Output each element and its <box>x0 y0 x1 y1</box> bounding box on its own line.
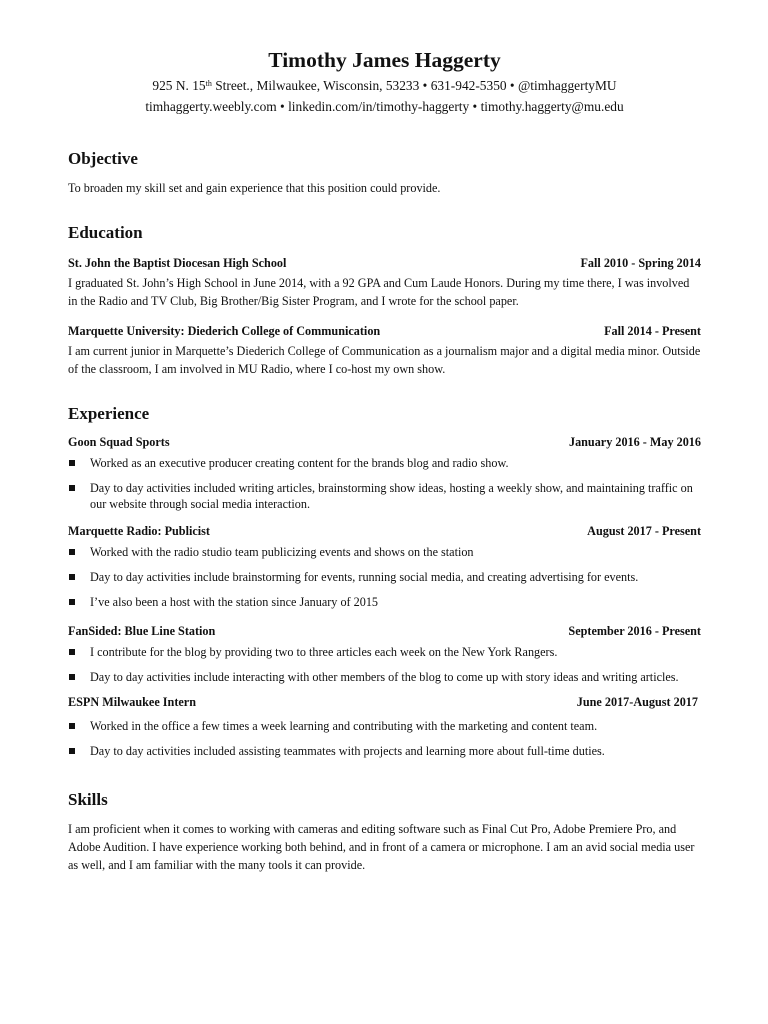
bullet-item <box>68 569 701 585</box>
experience-bullets <box>68 455 701 512</box>
contact-line-2: timhaggerty.weebly.com • linkedin.com/in/timothy-haggerty • timothy.haggerty@mu.edu <box>145 99 624 114</box>
education-description: I am current junior in Marquette’s Diederich College of Communication as a journalism major and a digital media minor. Outside of the classroom, I am involved in MU Radio, where I co-host my own show. <box>68 344 701 376</box>
experience-entry <box>68 433 701 512</box>
education-description: I graduated St. John’s High School in June 2014, with a 92 GPA and Cum Laude Honors. During my time there, I was involved in the Radio and TV Club, Big Brother/Big Sister Program, and I wrote for the school paper. <box>68 276 690 308</box>
bullet-text: Worked as an executive producer creating content for the brands blog and radio show. <box>90 456 509 470</box>
experience-entry-header <box>68 522 701 540</box>
bullet-square-icon <box>68 455 90 471</box>
experience-title: Experience <box>68 404 150 423</box>
objective-title: Objective <box>68 149 138 168</box>
bullet-square-icon <box>68 594 90 610</box>
bullet-square-icon <box>68 743 90 759</box>
employment-dates: June 2017-August 2017 <box>576 695 698 709</box>
employer-name: ESPN Milwaukee Intern <box>68 695 196 709</box>
bullet-text: Day to day activities included writing articles, brainstorming show ideas, hosting a weekly show, and maintaining traffic on our website through social media interaction. <box>90 481 693 511</box>
objective-text: To broaden my skill set and gain experience that this position could provide. <box>68 181 441 195</box>
experience-bullets <box>68 718 701 759</box>
employer-name: FanSided: Blue Line Station <box>68 624 216 638</box>
skills-section <box>68 789 701 874</box>
education-title: Education <box>68 223 143 242</box>
school-name: Marquette University: Diederich College of Communication <box>68 324 381 338</box>
experience-entry-header <box>68 622 701 640</box>
bullet-square-icon <box>68 718 90 734</box>
skills-title: Skills <box>68 790 108 809</box>
bullet-item <box>68 480 701 512</box>
experience-entry <box>68 693 701 759</box>
address-ordinal: th <box>205 79 212 88</box>
experience-entry-header <box>68 433 701 451</box>
bullet-item <box>68 718 701 734</box>
education-entry-header <box>68 254 701 272</box>
skills-text: I am proficient when it comes to working with cameras and editing software such as Final Cut Pro, Adobe Premiere Pro, and Adobe Audition. I have experience working both behind, and in front of a camera or microphone. I am an avid social media user as well, and I am familiar with the many tools it can provide. <box>68 822 695 872</box>
employment-dates: August 2017 - Present <box>587 524 701 538</box>
bullet-square-icon <box>68 544 90 560</box>
education-section <box>68 222 701 378</box>
bullet-square-icon <box>68 569 90 585</box>
bullet-item <box>68 594 701 610</box>
school-name: St. John the Baptist Diocesan High School <box>68 256 287 270</box>
bullet-item <box>68 743 701 759</box>
bullet-item <box>68 644 701 660</box>
education-dates: Fall 2014 - Present <box>604 324 701 338</box>
education-entry <box>68 254 701 310</box>
education-entry <box>68 322 701 378</box>
bullet-text: Day to day activities included assisting teammates with projects and learning more about full-time duties. <box>90 744 605 758</box>
bullet-text: I’ve also been a host with the station since January of 2015 <box>90 595 379 609</box>
bullet-text: Worked with the radio studio team publicizing events and shows on the station <box>90 545 474 559</box>
experience-entry-header <box>68 693 701 711</box>
resume-name: Timothy James Haggerty <box>268 48 501 72</box>
education-dates: Fall 2010 - Spring 2014 <box>580 256 701 270</box>
bullet-text: Day to day activities include interacting with other members of the blog to come up with story ideas and writing articles. <box>90 670 679 684</box>
address-number: 925 N. 15 <box>152 78 206 93</box>
bullet-text: Worked in the office a few times a week learning and contributing with the marketing and content team. <box>90 719 598 733</box>
experience-bullets <box>68 644 701 685</box>
experience-entry <box>68 522 701 610</box>
experience-section <box>68 403 701 759</box>
address-rest: Street., Milwaukee, Wisconsin, 53233 • 631-942-5350 • @timhaggertyMU <box>211 78 617 93</box>
employer-name: Marquette Radio: Publicist <box>68 524 210 538</box>
experience-bullets <box>68 544 701 610</box>
education-entry-header <box>68 322 701 340</box>
contact-line-1 <box>68 75 701 96</box>
bullet-item <box>68 669 701 685</box>
experience-entry <box>68 622 701 685</box>
employment-dates: January 2016 - May 2016 <box>568 435 701 449</box>
bullet-square-icon <box>68 644 90 660</box>
bullet-square-icon <box>68 669 90 685</box>
bullet-item <box>68 544 701 560</box>
bullet-text: I contribute for the blog by providing two to three articles each week on the New York Rangers. <box>90 645 558 659</box>
employer-name: Goon Squad Sports <box>68 435 170 449</box>
bullet-item <box>68 455 701 471</box>
bullet-square-icon <box>68 480 90 512</box>
employment-dates: September 2016 - Present <box>568 624 701 638</box>
contact-info <box>68 75 701 117</box>
objective-section <box>68 148 701 197</box>
bullet-text: Day to day activities include brainstorming for events, running social media, and creating advertising for events. <box>90 570 639 584</box>
